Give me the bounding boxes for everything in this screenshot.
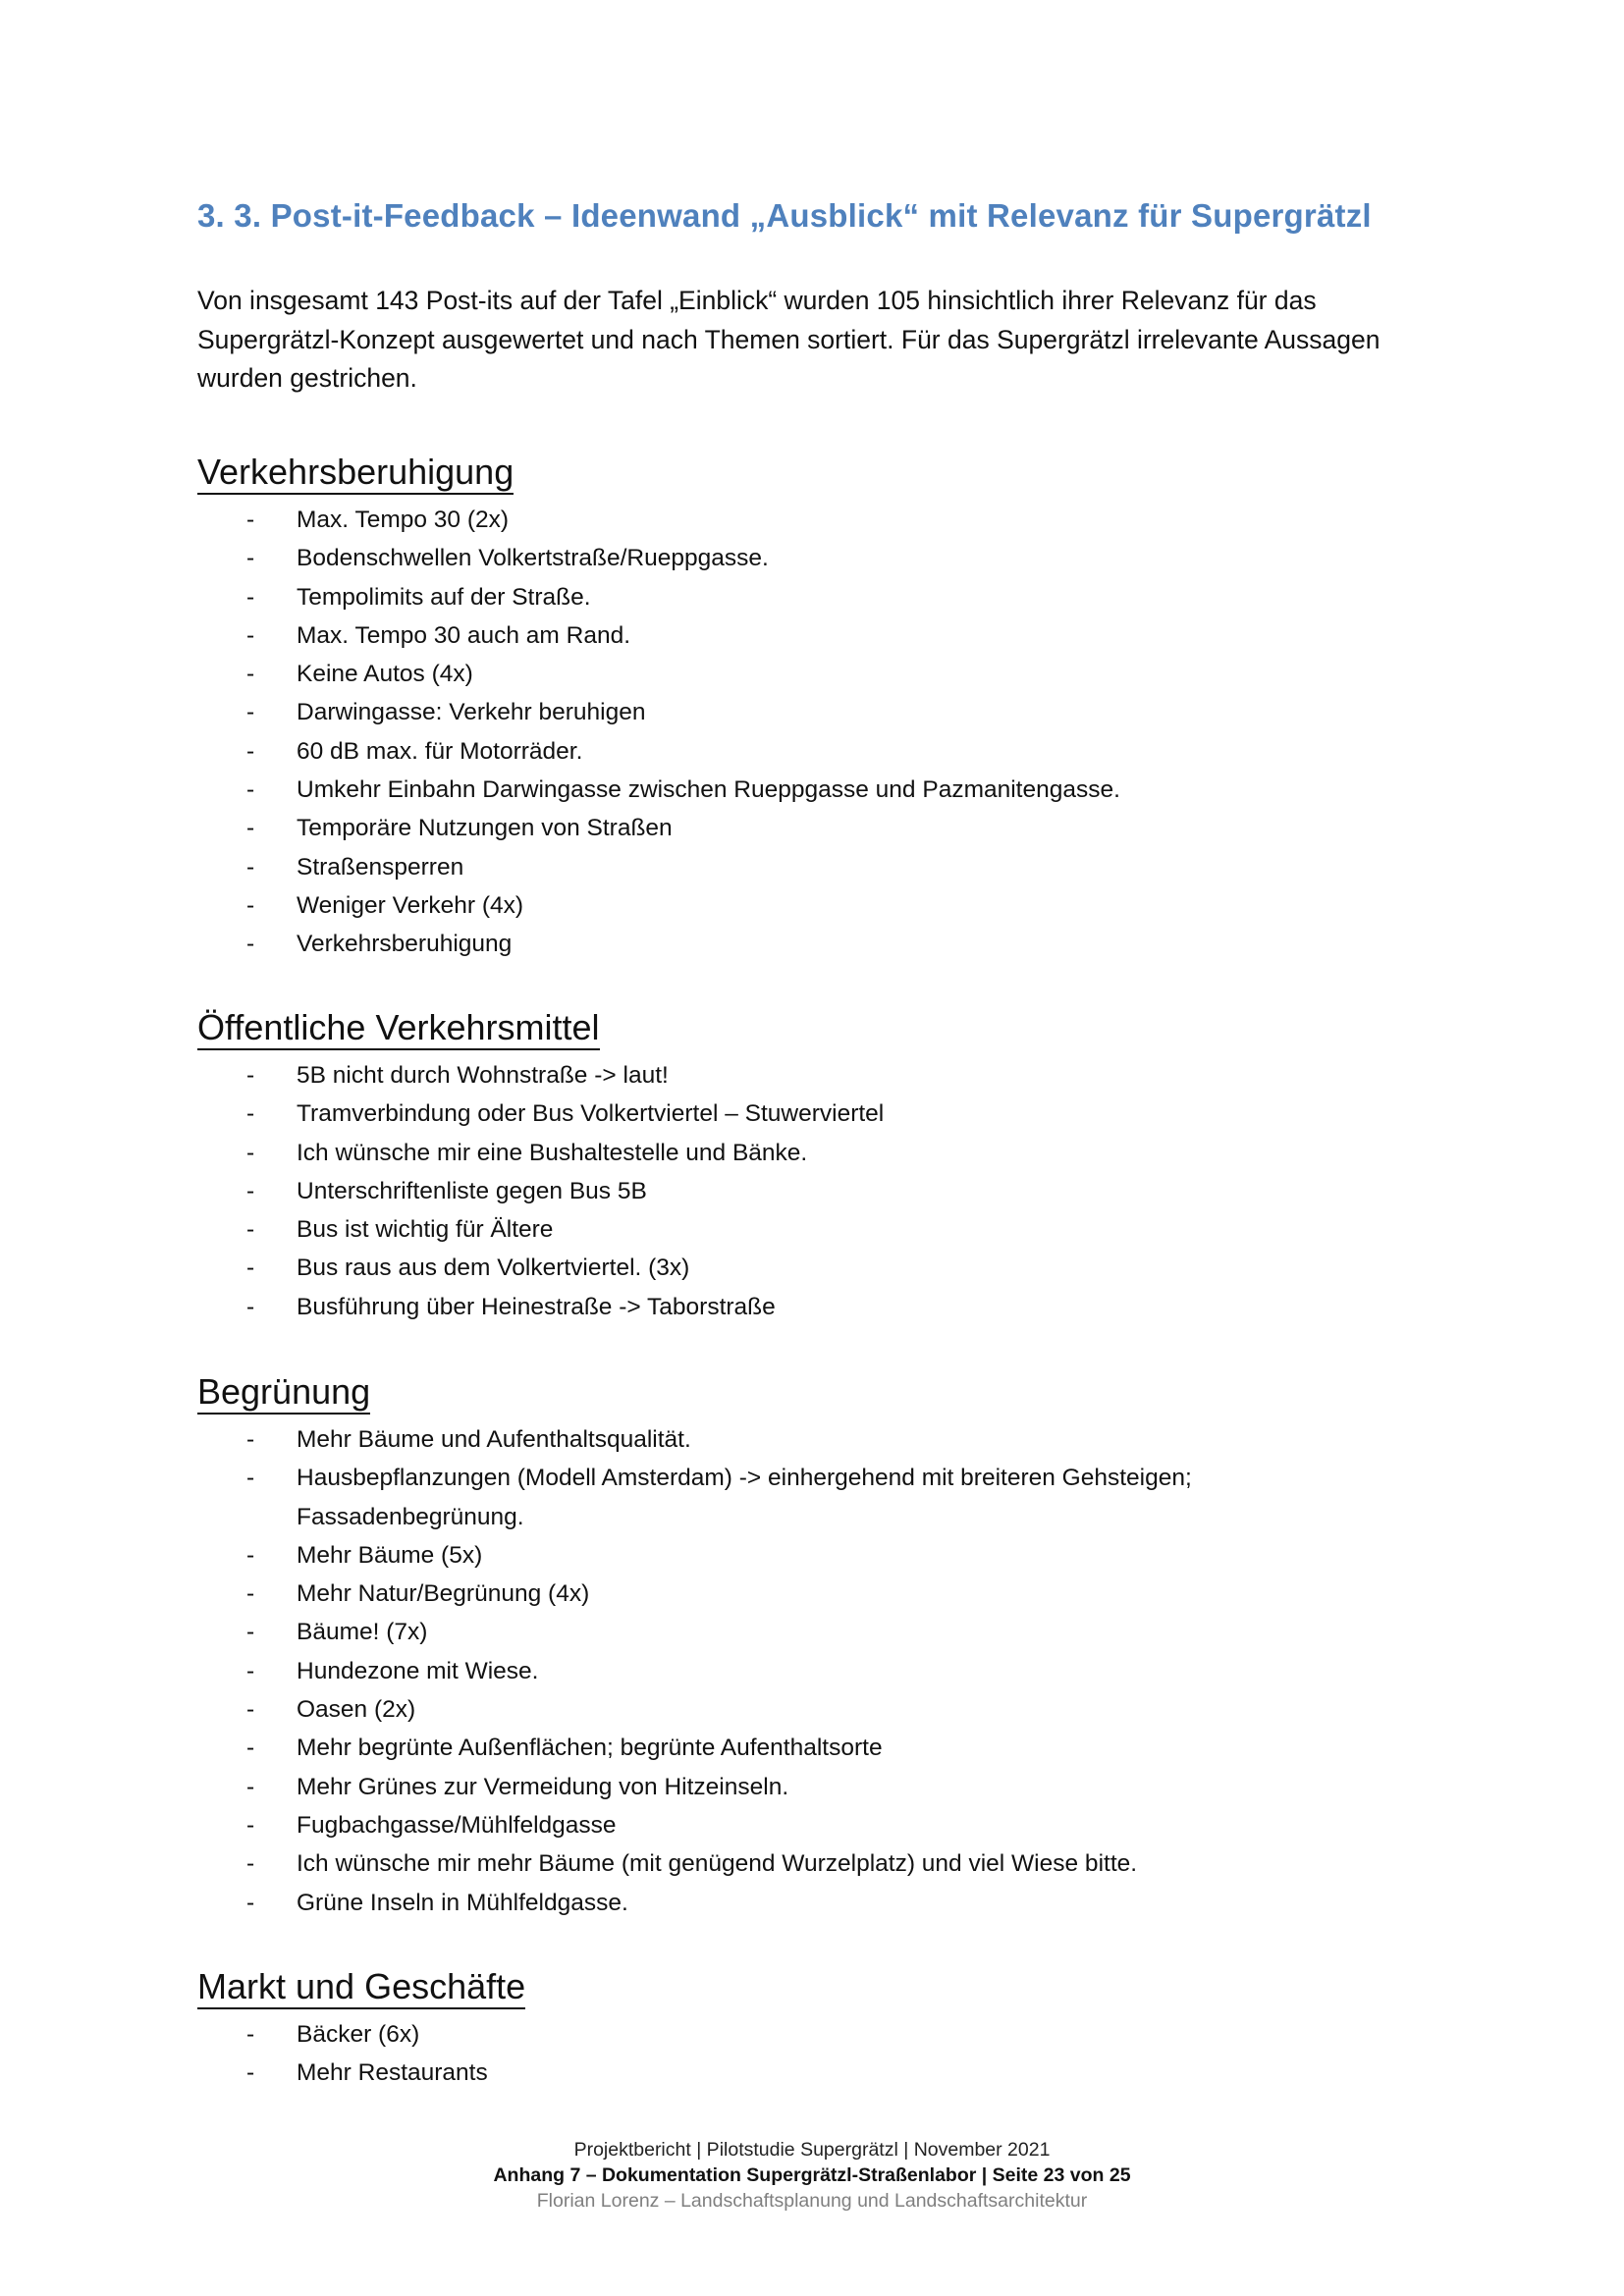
bullet-dash: - xyxy=(246,737,255,765)
bullet-dash: - xyxy=(246,1889,255,1916)
list-item-text: Bus ist wichtig für Ältere xyxy=(297,1216,554,1244)
list-item xyxy=(197,1768,1425,1806)
bullet-dash: - xyxy=(246,776,255,804)
bullet-list xyxy=(197,1420,1425,1922)
list-item xyxy=(197,771,1425,809)
bullet-dash: - xyxy=(246,853,255,881)
list-item-text: Tempolimits auf der Straße. xyxy=(297,583,591,611)
bullet-list xyxy=(197,2015,1425,2093)
list-item xyxy=(197,2015,1425,2054)
list-item-text: Hausbepflanzungen (Modell Amsterdam) -> einhergehend mit breiteren Gehsteigen; xyxy=(297,1465,1192,1492)
list-item-text: Busführung über Heinestraße -> Taborstraße xyxy=(297,1293,776,1320)
page-footer xyxy=(0,2137,1624,2214)
list-item xyxy=(197,732,1425,771)
section-title: Begrünung xyxy=(197,1371,370,1415)
section-heading: 3. 3. Post-it-Feedback – Ideenwand „Ausblick“ mit Relevanz für Supergrätzl xyxy=(197,197,1372,234)
list-item xyxy=(197,925,1425,963)
bullet-dash: - xyxy=(246,1696,255,1724)
bullet-dash: - xyxy=(246,1062,255,1089)
list-item xyxy=(197,1575,1425,1613)
list-item xyxy=(197,1288,1425,1326)
list-item xyxy=(197,693,1425,731)
section-title: Öffentliche Verkehrsmittel xyxy=(197,1007,600,1050)
bullet-dash: - xyxy=(246,1465,255,1492)
list-item xyxy=(197,539,1425,577)
list-item xyxy=(197,616,1425,655)
list-item-text: Mehr Bäume (5x) xyxy=(297,1541,483,1569)
list-item-text: Verkehrsberuhigung xyxy=(297,931,513,958)
list-item xyxy=(197,1249,1425,1287)
list-item xyxy=(197,1729,1425,1767)
intro-paragraph: Von insgesamt 143 Post-its auf der Tafel „Einblick“ wurden 105 hinsichtlich ihrer Relevanz für das Supergrätzl-Konzept ausgewertet und nach Themen sortiert. Für das Supergrätzl irrelevante Aussagen wurden gestrichen. xyxy=(197,286,1380,393)
list-item xyxy=(197,1210,1425,1249)
list-item xyxy=(197,655,1425,693)
list-item-text: Keine Autos (4x) xyxy=(297,661,473,688)
list-item xyxy=(197,2054,1425,2092)
bullet-dash: - xyxy=(246,2021,255,2048)
bullet-dash: - xyxy=(246,1139,255,1166)
section-markt-und-geschaefte xyxy=(197,1966,1425,2093)
list-item xyxy=(197,1844,1425,1883)
list-item xyxy=(197,501,1425,539)
bullet-dash: - xyxy=(246,1735,255,1762)
bullet-dash: - xyxy=(246,1255,255,1282)
list-item-text: Fugbachgasse/Mühlfeldgasse xyxy=(297,1811,617,1839)
list-item-text: Oasen (2x) xyxy=(297,1696,416,1724)
bullet-dash: - xyxy=(246,815,255,842)
footer-author-line: Florian Lorenz – Landschaftsplanung und Landschaftsarchitektur xyxy=(536,2190,1088,2212)
bullet-dash: - xyxy=(246,621,255,649)
bullet-dash: - xyxy=(246,1850,255,1878)
list-item-text: Max. Tempo 30 (2x) xyxy=(297,507,510,533)
bullet-dash: - xyxy=(246,1177,255,1204)
list-item-text: Darwingasse: Verkehr beruhigen xyxy=(297,699,646,726)
section-title: Verkehrsberuhigung xyxy=(197,452,514,495)
list-item xyxy=(197,1134,1425,1172)
list-item-text: Hundezone mit Wiese. xyxy=(297,1657,539,1684)
list-item xyxy=(197,1056,1425,1095)
list-item xyxy=(197,1536,1425,1575)
list-item xyxy=(197,848,1425,886)
bullet-dash: - xyxy=(246,1811,255,1839)
bullet-dash: - xyxy=(246,1216,255,1244)
list-item-text: Bus raus aus dem Volkertviertel. (3x) xyxy=(297,1255,690,1282)
bullet-dash: - xyxy=(246,1657,255,1684)
bullet-dash: - xyxy=(246,661,255,688)
list-item-text: Mehr Natur/Begrünung (4x) xyxy=(297,1580,590,1608)
list-item-text: 5B nicht durch Wohnstraße -> laut! xyxy=(297,1062,669,1089)
list-item-text: Mehr Bäume und Aufenthaltsqualität. xyxy=(297,1426,691,1453)
list-item-text: Mehr Restaurants xyxy=(297,2059,488,2087)
list-item-text: Bäume! (7x) xyxy=(297,1619,428,1646)
list-item xyxy=(197,809,1425,847)
list-item-text: Ich wünsche mir eine Bushaltestelle und Bänke. xyxy=(297,1139,808,1166)
bullet-dash: - xyxy=(246,1619,255,1646)
list-item xyxy=(197,1613,1425,1651)
bullet-dash: - xyxy=(246,1100,255,1128)
bullet-dash: - xyxy=(246,1541,255,1569)
list-item-text: Weniger Verkehr (4x) xyxy=(297,891,524,919)
section-begruenung xyxy=(197,1371,1425,1922)
list-item xyxy=(197,1459,1425,1536)
list-item-continuation: Fassadenbegrünung. xyxy=(297,1503,524,1530)
list-item-text: Umkehr Einbahn Darwingasse zwischen Rueppgasse und Pazmanitengasse. xyxy=(297,776,1120,804)
bullet-list xyxy=(197,501,1425,964)
bullet-dash: - xyxy=(246,507,255,533)
list-item xyxy=(197,1652,1425,1690)
list-item xyxy=(197,1690,1425,1729)
bullet-dash: - xyxy=(246,583,255,611)
list-item-text: Temporäre Nutzungen von Straßen xyxy=(297,815,673,842)
list-item xyxy=(197,1884,1425,1922)
list-item-text: Mehr Grünes zur Vermeidung von Hitzeinseln. xyxy=(297,1773,789,1800)
list-item-text: Bodenschwellen Volkertstraße/Rueppgasse. xyxy=(297,545,769,572)
list-item xyxy=(197,886,1425,925)
bullet-dash: - xyxy=(246,2059,255,2087)
list-item-text: 60 dB max. für Motorräder. xyxy=(297,737,583,765)
list-item xyxy=(197,1806,1425,1844)
list-item xyxy=(197,1172,1425,1210)
footer-project-line: Projektbericht | Pilotstudie Supergrätzl | November 2021 xyxy=(573,2139,1051,2161)
list-item-text: Bäcker (6x) xyxy=(297,2021,420,2048)
section-title: Markt und Geschäfte xyxy=(197,1966,525,2009)
bullet-dash: - xyxy=(246,891,255,919)
list-item xyxy=(197,578,1425,616)
list-item-text: Max. Tempo 30 auch am Rand. xyxy=(297,621,631,649)
footer-appendix-line: Anhang 7 – Dokumentation Supergrätzl-Straßenlabor | Seite 23 von 25 xyxy=(493,2164,1131,2186)
list-item-text: Tramverbindung oder Bus Volkertviertel – Stuwerviertel xyxy=(297,1100,885,1128)
list-item-text: Grüne Inseln in Mühlfeldgasse. xyxy=(297,1889,628,1916)
bullet-list xyxy=(197,1056,1425,1326)
bullet-dash: - xyxy=(246,1293,255,1320)
list-item-text: Straßensperren xyxy=(297,853,464,881)
bullet-dash: - xyxy=(246,699,255,726)
section-verkehrsberuhigung xyxy=(197,452,1425,964)
list-item-text: Mehr begrünte Außenflächen; begrünte Aufenthaltsorte xyxy=(297,1735,883,1762)
list-item-text: Unterschriftenliste gegen Bus 5B xyxy=(297,1177,647,1204)
bullet-dash: - xyxy=(246,1426,255,1453)
bullet-dash: - xyxy=(246,1580,255,1608)
section-oeffentliche-verkehrsmittel xyxy=(197,1007,1425,1326)
bullet-dash: - xyxy=(246,545,255,572)
bullet-dash: - xyxy=(246,1773,255,1800)
list-item xyxy=(197,1095,1425,1133)
list-item-text: Ich wünsche mir mehr Bäume (mit genügend Wurzelplatz) und viel Wiese bitte. xyxy=(297,1850,1138,1878)
bullet-dash: - xyxy=(246,931,255,958)
list-item xyxy=(197,1420,1425,1459)
